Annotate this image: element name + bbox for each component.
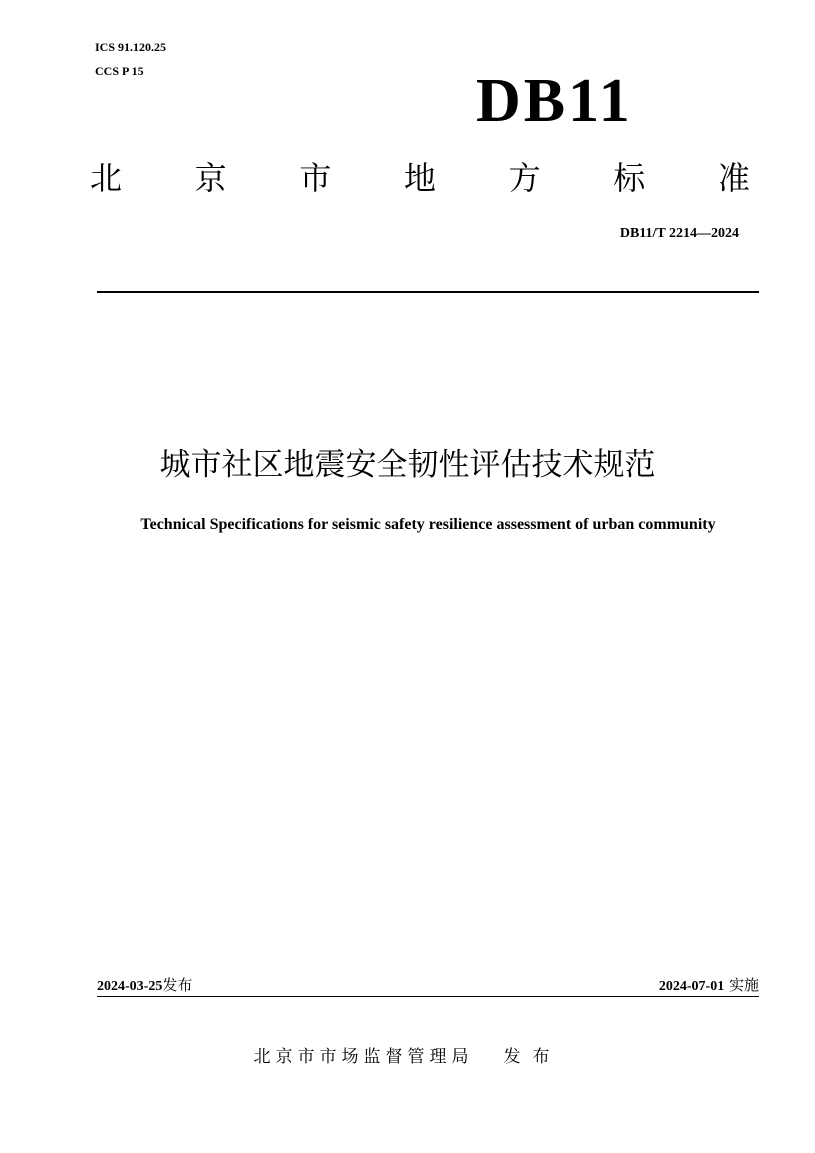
- db11-logo: DB11: [476, 67, 633, 135]
- document-title-chinese: 城市社区地震安全韧性评估技术规范: [159, 447, 656, 483]
- category-char: 北: [90, 159, 123, 197]
- category-char: 标: [613, 159, 646, 197]
- category-char: 方: [508, 159, 541, 197]
- top-divider: [97, 291, 759, 293]
- release-date-block: [97, 976, 192, 996]
- category-char: 京: [194, 159, 227, 197]
- effective-date-block: [659, 976, 759, 996]
- category-char: 准: [717, 159, 750, 197]
- category-char: 地: [403, 159, 436, 197]
- standard-category: [90, 158, 750, 198]
- publisher-verb: 发布: [503, 1047, 562, 1067]
- bottom-divider: [97, 996, 759, 997]
- release-date: 2024-03-25: [97, 979, 163, 994]
- publisher-line: [0, 1045, 815, 1069]
- document-title-english: Technical Specifications for seismic safety resilience assessment of urban community: [140, 516, 716, 533]
- category-char: 市: [299, 159, 332, 197]
- effective-date: 2024-07-01: [658, 979, 725, 994]
- release-label: 发布: [162, 976, 193, 994]
- effective-label: 实施: [728, 976, 759, 994]
- standard-number: DB11/T 2214—2024: [619, 226, 739, 241]
- publisher-name: 北京市市场监督管理局: [253, 1047, 474, 1067]
- ics-code: ICS 91.120.25: [95, 40, 167, 54]
- ccs-code: CCS P 15: [95, 64, 144, 78]
